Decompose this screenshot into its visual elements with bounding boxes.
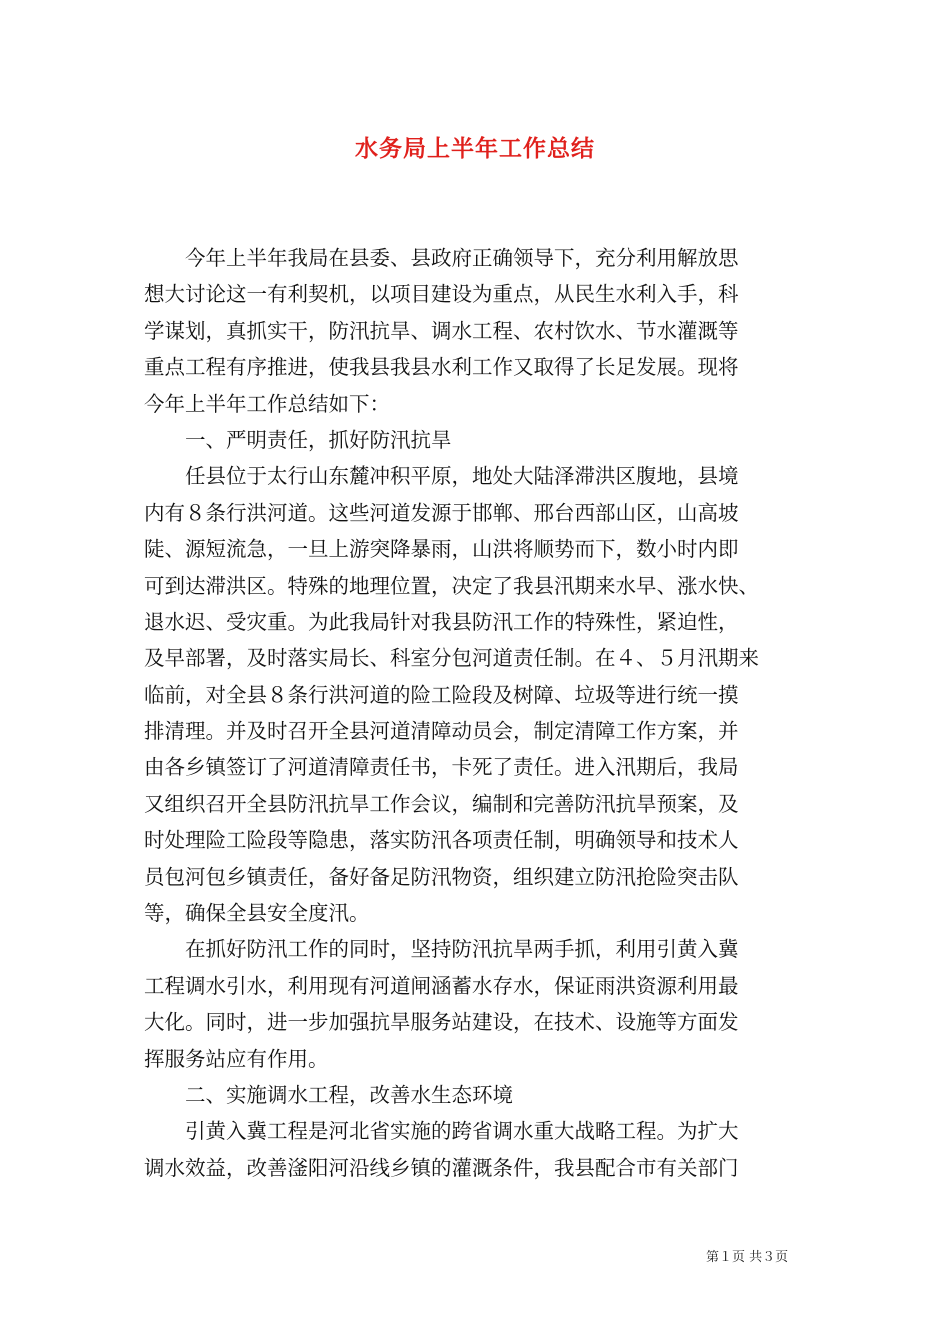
body-line: 想大讨论这一有利契机，以项目建设为重点，从民生水利入手，科 bbox=[144, 282, 739, 307]
body-line: 大化。同时，进一步加强抗旱服务站建设，在技术、设施等方面发 bbox=[144, 1010, 739, 1035]
page-footer: 第１页 共３页 bbox=[706, 1250, 789, 1265]
body-line: 内有８条行洪河道。这些河道发源于邯郸、邢台西部山区，山高坡 bbox=[144, 500, 739, 525]
body-line: 挥服务站应有作用。 bbox=[144, 1046, 329, 1071]
document-title: 水务局上半年工作总结 bbox=[355, 135, 595, 162]
body-line: 调水效益，改善滏阳河沿线乡镇的灌溉条件，我县配合市有关部门 bbox=[144, 1155, 739, 1180]
body-line: 在抓好防汛工作的同时，坚持防汛抗旱两手抓，利用引黄入冀 bbox=[144, 937, 739, 962]
body-line: 一、严明责任，抓好防汛抗旱 bbox=[144, 427, 452, 452]
document-body bbox=[144, 240, 808, 1186]
body-line: 可到达滞洪区。特殊的地理位置，决定了我县汛期来水早、涨水快、 bbox=[144, 573, 759, 598]
body-line: 又组织召开全县防汛抗旱工作会议，编制和完善防汛抗旱预案，及 bbox=[144, 791, 739, 816]
body-line: 员包河包乡镇责任，备好备足防汛物资，组织建立防汛抢险突击队 bbox=[144, 864, 739, 889]
body-line: 今年上半年我局在县委、县政府正确领导下，充分利用解放思 bbox=[144, 246, 739, 270]
body-line: 引黄入冀工程是河北省实施的跨省调水重大战略工程。为扩大 bbox=[144, 1119, 739, 1144]
body-line: 排清理。并及时召开全县河道清障动员会，制定清障工作方案，并 bbox=[144, 719, 739, 744]
body-line: 二、实施调水工程，改善水生态环境 bbox=[144, 1082, 513, 1107]
body-line: 工程调水引水，利用现有河道闸涵蓄水存水，保证雨洪资源利用最 bbox=[144, 973, 739, 998]
body-line: 任县位于太行山东麓冲积平原，地处大陆泽滞洪区腹地，县境 bbox=[144, 464, 739, 489]
body-line: 陡、源短流急，一旦上游突降暴雨，山洪将顺势而下，数小时内即 bbox=[144, 537, 739, 562]
body-line: 重点工程有序推进，使我县我县水利工作又取得了长足发展。现将 bbox=[144, 355, 739, 380]
body-line: 等，确保全县安全度汛。 bbox=[144, 901, 370, 926]
body-line: 学谋划，真抓实干，防汛抗旱、调水工程、农村饮水、节水灌溉等 bbox=[144, 318, 739, 343]
body-line: 及早部署，及时落实局长、科室分包河道责任制。在４、５月汛期来 bbox=[144, 646, 759, 671]
body-line: 退水迟、受灾重。为此我局针对我县防汛工作的特殊性，紧迫性， bbox=[144, 609, 739, 634]
body-line: 时处理险工险段等隐患，落实防汛各项责任制，明确领导和技术人 bbox=[144, 828, 739, 853]
body-line: 由各乡镇签订了河道清障责任书，卡死了责任。进入汛期后，我局 bbox=[144, 755, 739, 780]
body-line: 临前，对全县８条行洪河道的险工险段及树障、垃圾等进行统一摸 bbox=[144, 682, 739, 707]
body-line: 今年上半年工作总结如下： bbox=[144, 391, 390, 416]
